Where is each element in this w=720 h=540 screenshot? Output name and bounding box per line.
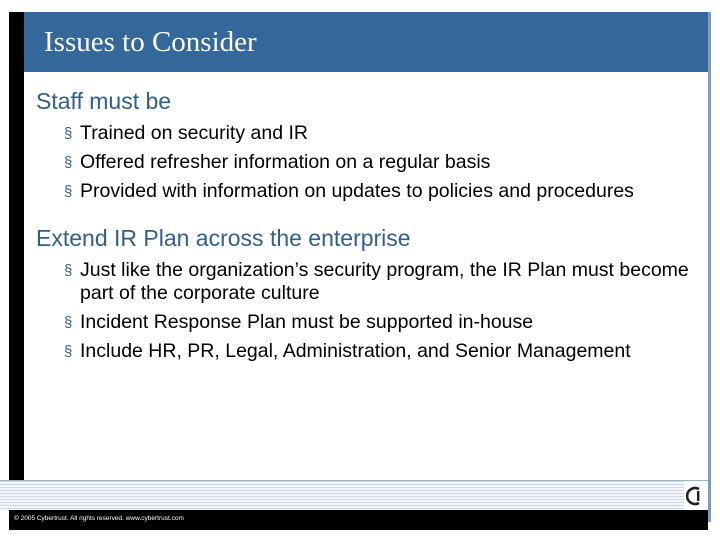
- bullet-list: [36, 259, 696, 363]
- bullet-item: [64, 340, 696, 363]
- bullet-text: Include HR, PR, Legal, Administration, and Senior Management: [80, 340, 631, 362]
- bullet-item: [64, 151, 696, 174]
- copyright-text: © 2005 Cybertrust. All rights reserved. www.cybertrust.com: [14, 515, 184, 522]
- section-heading: Extend IR Plan across the enterprise: [36, 225, 411, 251]
- title-bar: [24, 12, 708, 72]
- logo-box: [684, 480, 708, 511]
- square-bullet-icon: §: [64, 183, 73, 200]
- section-extend-ir: [36, 223, 696, 363]
- section-heading: Staff must be: [36, 88, 172, 114]
- bullet-list: [36, 122, 696, 203]
- bullet-text: Trained on security and IR: [80, 122, 308, 144]
- bullet-item: [64, 180, 696, 203]
- slide-content: [36, 86, 696, 369]
- bullet-item: [64, 259, 696, 305]
- footer-bar: [9, 510, 708, 530]
- bullet-item: [64, 122, 696, 145]
- cybertrust-logo-icon: [684, 481, 708, 511]
- square-bullet-icon: §: [64, 125, 73, 142]
- bullet-text: Provided with information on updates to policies and procedures: [80, 180, 634, 202]
- slide-title: Issues to Consider: [44, 26, 257, 58]
- square-bullet-icon: §: [64, 314, 73, 331]
- section-staff: [36, 86, 696, 203]
- footer-stripes: [0, 480, 684, 511]
- bullet-text: Incident Response Plan must be supported in-house: [80, 311, 534, 333]
- bullet-text: Offered refresher information on a regular basis: [80, 151, 491, 173]
- square-bullet-icon: §: [64, 154, 73, 171]
- bullet-item: [64, 311, 696, 334]
- right-edge-line: [708, 12, 711, 522]
- square-bullet-icon: §: [64, 343, 73, 360]
- square-bullet-icon: §: [64, 262, 73, 279]
- left-accent-bar: [9, 12, 24, 480]
- bullet-text: Just like the organization’s security program, the IR Plan must become part of the corporate culture: [80, 259, 689, 304]
